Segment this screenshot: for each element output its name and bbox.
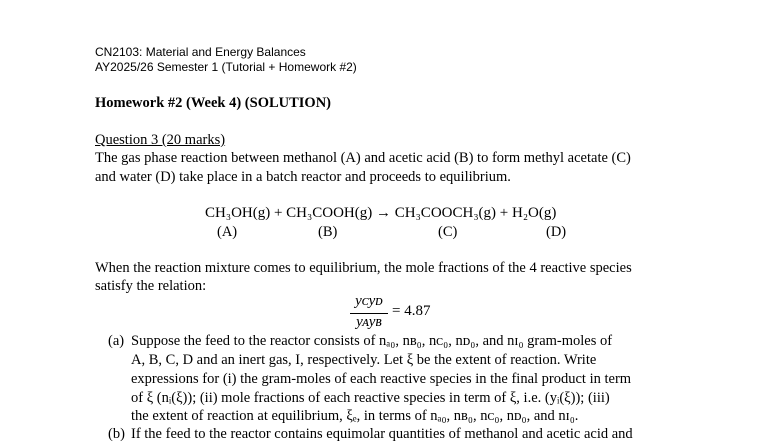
label-B: (B)	[318, 224, 338, 240]
equilibrium-line-1: When the reaction mixture comes to equilibrium, the mole fractions of the 4 reactive species	[95, 260, 632, 276]
label-C: (C)	[438, 224, 458, 240]
part-b-label: (b)	[108, 426, 125, 442]
question-intro-line-1: The gas phase reaction between methanol (A) and acetic acid (B) to form methyl acetate (C)	[95, 150, 631, 166]
part-a-line-5: the extent of reaction at equilibrium, ξₑ, in terms of nₐ₀, nʙ₀, nᴄ₀, nᴅ₀, and nɪ₀.	[131, 408, 579, 424]
fraction-denominator: yᴀyʙ	[356, 314, 382, 330]
part-a-label: (a)	[108, 333, 125, 349]
label-A: (A)	[217, 224, 238, 240]
part-a-line-2: A, B, C, D and an inert gas, I, respectively. Let ξ be the extent of reaction. Write	[131, 352, 597, 368]
part-a-line-1: Suppose the feed to the reactor consists of nₐ₀, nʙ₀, nᴄ₀, nᴅ₀, and nɪ₀ gram-moles of	[131, 333, 613, 349]
equilibrium-line-2: satisfy the relation:	[95, 278, 207, 294]
label-D: (D)	[546, 224, 567, 240]
part-a-line-3: expressions for (i) the gram-moles of each reactive species in the final product in term	[131, 371, 632, 387]
part-a-line-4: of ξ (nᵢ(ξ)); (ii) mole fractions of each reactive species in term of ξ, i.e. (yᵢ(ξ)); (iii)	[131, 390, 610, 406]
equilibrium-constant: = 4.87	[392, 303, 431, 319]
semester-line: AY2025/26 Semester 1 (Tutorial + Homework #2)	[95, 60, 357, 74]
reaction-equation: CH₃OH(g) + CH₃COOH(g) → CH₃COOCH₃(g) + H₂O(g)	[205, 205, 557, 221]
page-title: Homework #2 (Week 4) (SOLUTION)	[95, 95, 332, 111]
fraction-numerator: yᴄyᴅ	[355, 293, 383, 309]
part-b-line-1: If the feed to the reactor contains equimolar quantities of methanol and acetic acid and	[131, 426, 633, 442]
question-intro-line-2: and water (D) take place in a batch reactor and proceeds to equilibrium.	[95, 169, 511, 185]
question-heading: Question 3 (20 marks)	[95, 132, 226, 148]
course-title: CN2103: Material and Energy Balances	[95, 45, 306, 59]
